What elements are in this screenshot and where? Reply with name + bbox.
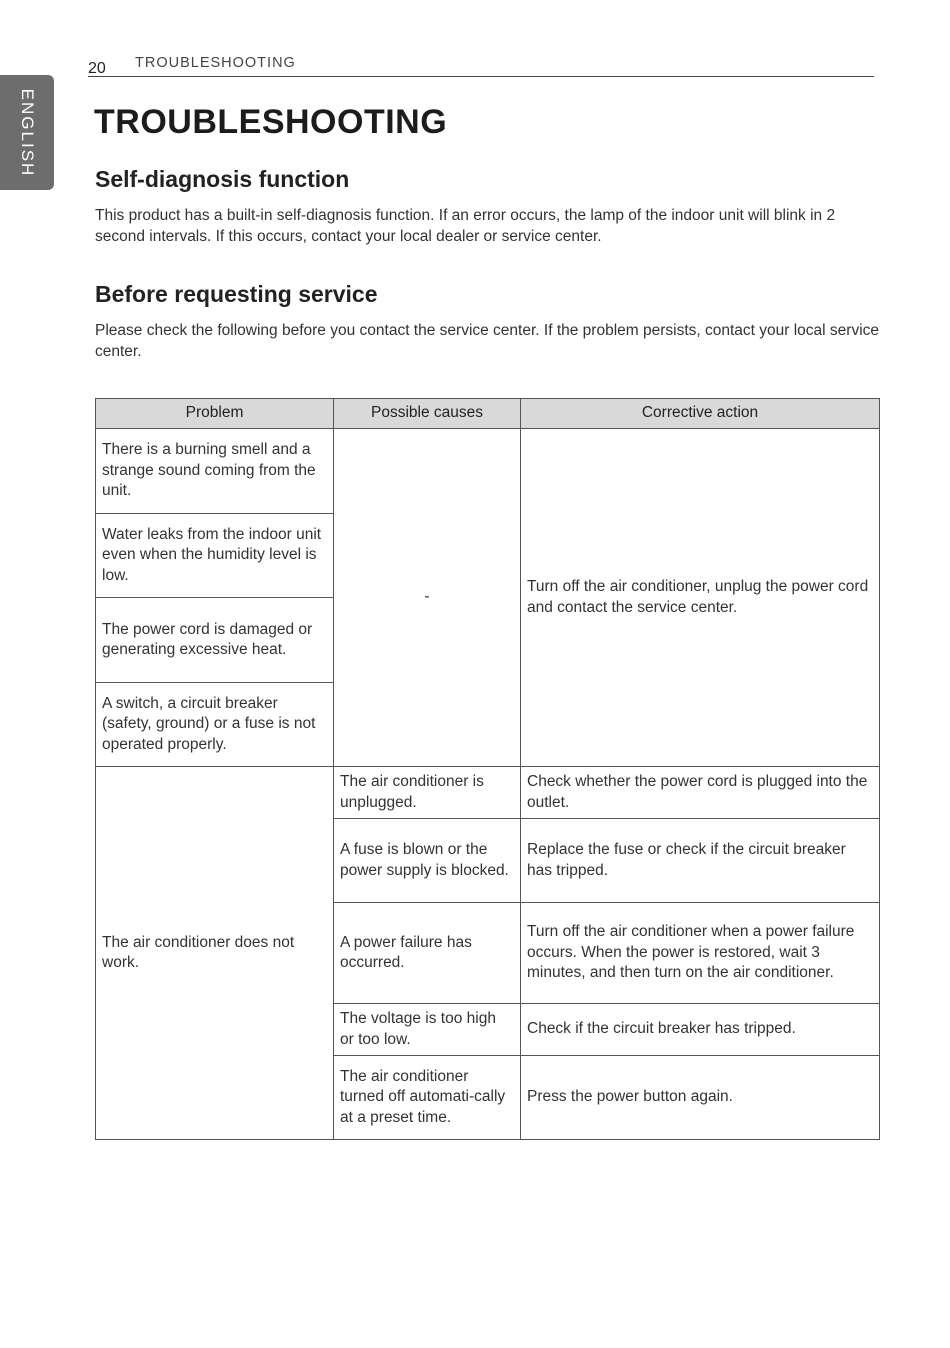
running-header bbox=[88, 54, 874, 77]
problem-cell: The power cord is damaged or generating excessive heat. bbox=[96, 598, 334, 683]
cause-cell: A fuse is blown or the power supply is blocked. bbox=[334, 819, 521, 903]
action-cell: Check if the circuit breaker has tripped. bbox=[521, 1004, 880, 1056]
self-diagnosis-text: This product has a built-in self-diagnosis function. If an error occurs, the lamp of the indoor unit will blink in 2 second intervals. If this occurs, contact your local dealer or service center. bbox=[95, 207, 836, 245]
header-section-label: TROUBLESHOOTING bbox=[135, 55, 296, 71]
page-title: TROUBLESHOOTING bbox=[94, 103, 448, 141]
table-header-row bbox=[96, 399, 880, 429]
language-tab-label: ENGLISH bbox=[18, 88, 37, 177]
language-tab bbox=[0, 75, 54, 190]
header-corrective-action: Corrective action bbox=[521, 399, 880, 429]
cause-cell: A power failure has occurred. bbox=[334, 903, 521, 1004]
table-row bbox=[96, 767, 880, 819]
problem-cell: A switch, a circuit breaker (safety, ground) or a fuse is not operated properly. bbox=[96, 683, 334, 767]
action-cell: Press the power button again. bbox=[521, 1056, 880, 1140]
page-number: 20 bbox=[88, 60, 106, 77]
cause-cell: The air conditioner is unplugged. bbox=[334, 767, 521, 819]
self-diagnosis-heading: Self-diagnosis function bbox=[95, 166, 350, 192]
before-service-heading: Before requesting service bbox=[95, 281, 378, 307]
before-service-text: Please check the following before you contact the service center. If the problem persists, contact your local service center. bbox=[95, 322, 880, 360]
action-cell: Turn off the air conditioner when a power failure occurs. When the power is restored, wait 3 minutes, and then turn on the air conditioner. bbox=[521, 903, 880, 1004]
troubleshooting-table bbox=[95, 398, 880, 1140]
problem-cell: The air conditioner does not work. bbox=[96, 767, 334, 1140]
action-cell: Replace the fuse or check if the circuit breaker has tripped. bbox=[521, 819, 880, 903]
action-cell: Check whether the power cord is plugged into the outlet. bbox=[521, 767, 880, 819]
action-cell: Turn off the air conditioner, unplug the power cord and contact the service center. bbox=[521, 429, 880, 767]
header-possible-causes: Possible causes bbox=[334, 399, 521, 429]
cause-cell: The voltage is too high or too low. bbox=[334, 1004, 521, 1056]
header-problem: Problem bbox=[96, 399, 334, 429]
table-row bbox=[96, 429, 880, 514]
problem-cell: Water leaks from the indoor unit even when the humidity level is low. bbox=[96, 514, 334, 598]
cause-cell: - bbox=[334, 429, 521, 767]
cause-cell: The air conditioner turned off automati-cally at a preset time. bbox=[334, 1056, 521, 1140]
problem-cell: There is a burning smell and a strange sound coming from the unit. bbox=[96, 429, 334, 514]
